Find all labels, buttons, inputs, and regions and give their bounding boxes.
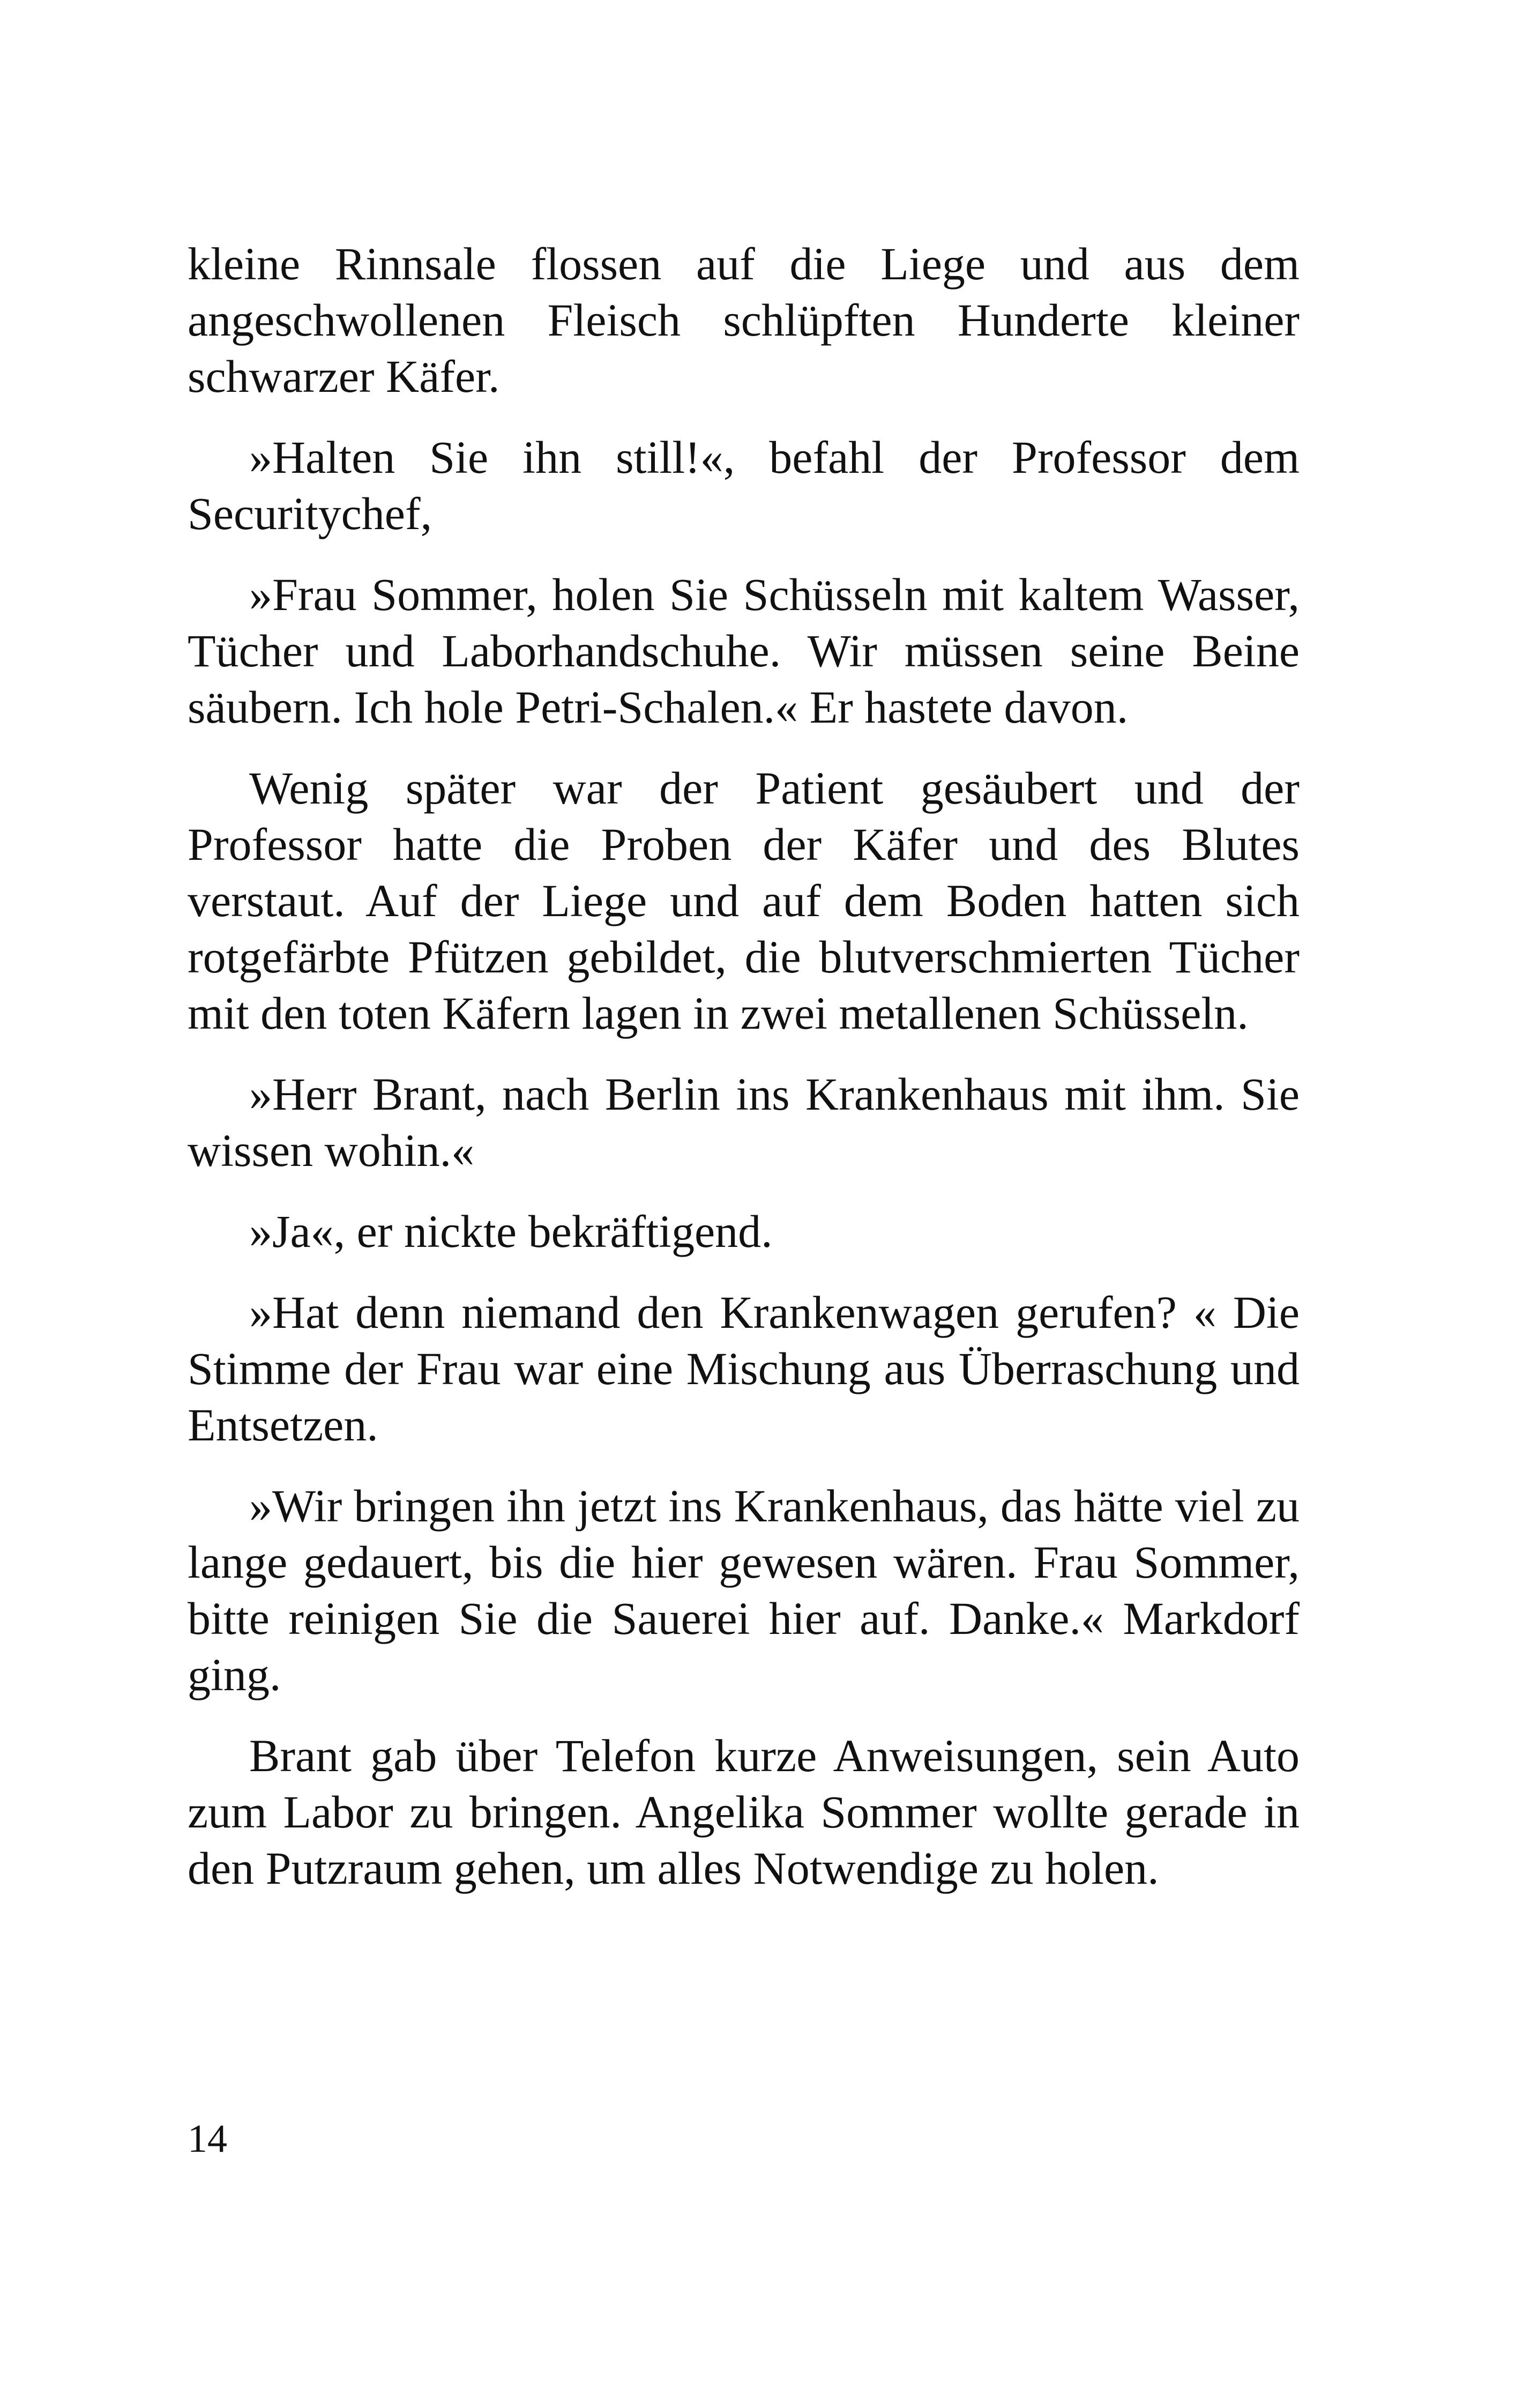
paragraph-1: kleine Rinnsale flossen auf die Liege und aus dem angeschwollenen Fleisch schlüpften Hunderte kleiner schwarzer Käfer. xyxy=(188,238,1300,402)
paragraph-3: »Frau Sommer, holen Sie Schüsseln mit kaltem Wasser, Tücher und Laborhandschuhe. Wir müssen seine Beine säubern. Ich hole Petri-Schalen.« Er hastete davon. xyxy=(188,569,1300,733)
paragraph-2: »Halten Sie ihn still!«, befahl der Professor dem Securitychef, xyxy=(188,432,1300,539)
body-text xyxy=(188,236,1300,1921)
paragraph-7: »Hat denn niemand den Krankenwagen gerufen? « Die Stimme der Frau war eine Mischung aus Überraschung und Entsetzen. xyxy=(188,1287,1300,1451)
paragraph-4: Wenig später war der Patient gesäubert und der Professor hatte die Proben der Käfer und des Blutes verstaut. Auf der Liege und auf dem Boden hatten sich rotgefärbte Pfützen gebildet, die blutverschmierten Tücher mit den toten Käfern lagen in zwei metallenen Schüsseln. xyxy=(188,762,1300,1039)
paragraph-8: »Wir bringen ihn jetzt ins Krankenhaus, das hätte viel zu lange gedauert, bis die hier gewesen wären. Frau Sommer, bitte reinigen Sie die Sauerei hier auf. Danke.« Markdorf ging. xyxy=(188,1480,1300,1700)
paragraph-6: »Ja«, er nickte bekräftigend. xyxy=(249,1206,773,1257)
paragraph-9: Brant gab über Telefon kurze Anweisungen, sein Auto zum Labor zu bringen. Angelika Sommer wollte gerade in den Putzraum gehen, um alles Notwendige zu holen. xyxy=(188,1730,1300,1894)
paragraph-5: »Herr Brant, nach Berlin ins Krankenhaus mit ihm. Sie wissen wohin.« xyxy=(188,1068,1300,1176)
page-number: 14 xyxy=(188,2117,227,2161)
